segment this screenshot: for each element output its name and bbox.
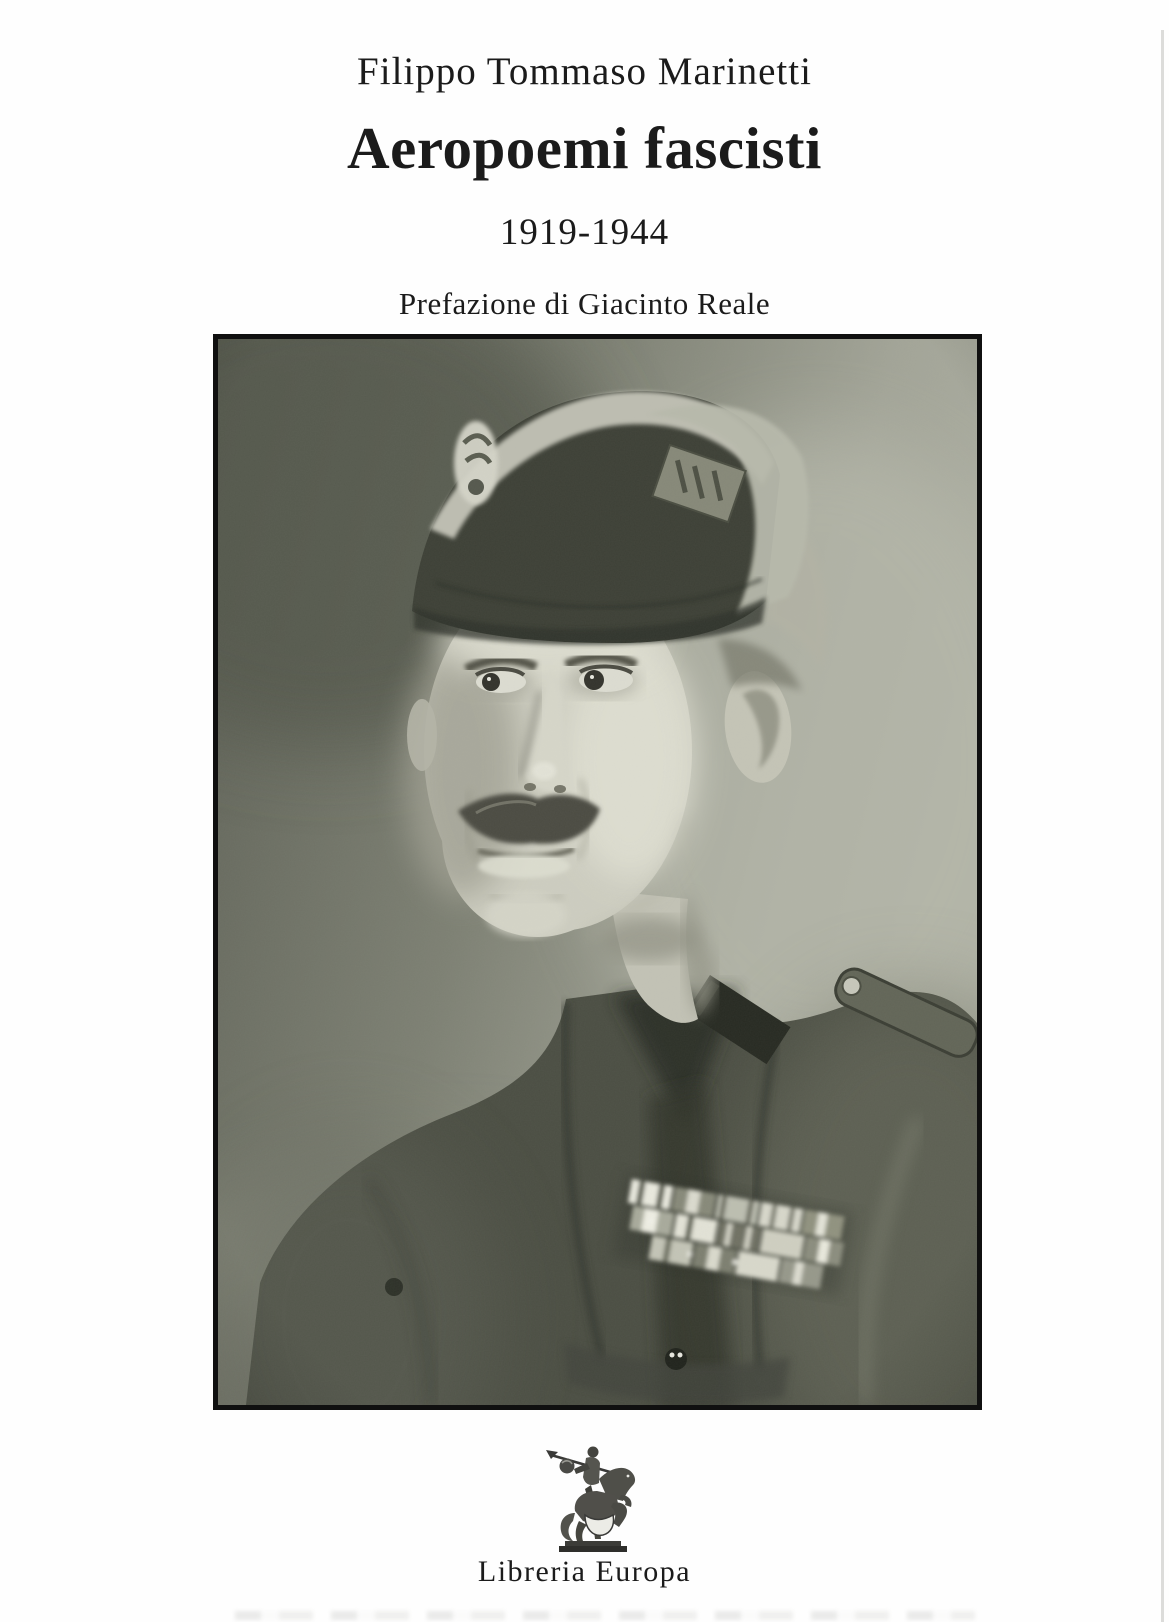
scan-smudge-artifact (235, 1611, 975, 1620)
scan-edge-line (1161, 30, 1164, 1622)
portrait-photo (213, 334, 982, 1410)
portrait-photo-image (218, 339, 977, 1405)
photo-grain (218, 339, 977, 1405)
book-title: Aeropoemi fascisti (347, 115, 822, 181)
publisher-logo (541, 1438, 641, 1556)
preface-credit: Prefazione di Giacinto Reale (398, 286, 771, 321)
knight-on-horseback-icon (541, 1438, 641, 1556)
author-name: Filippo Tommaso Marinetti (357, 50, 812, 93)
publisher-name: Libreria Europa (477, 1555, 692, 1588)
date-range: 1919-1944 (499, 212, 670, 253)
